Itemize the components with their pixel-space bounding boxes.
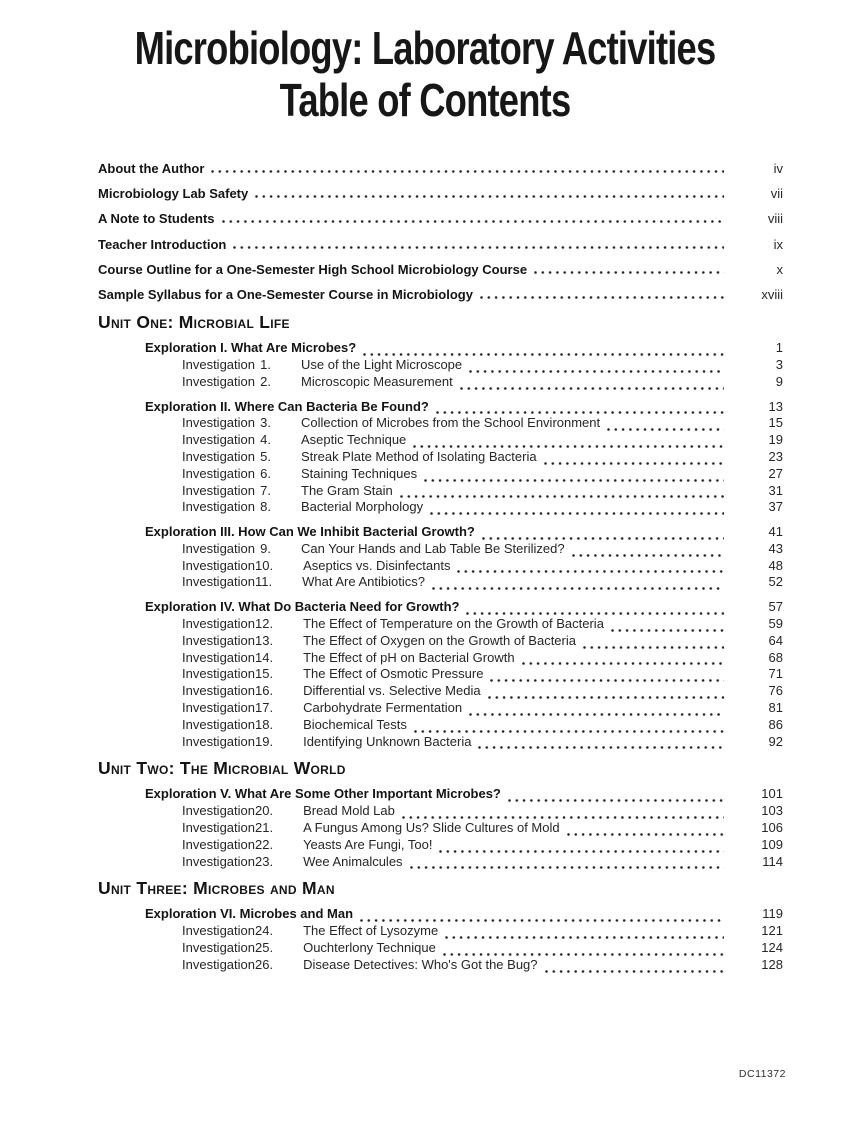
dot-leader [402,816,724,819]
dot-leader [424,479,724,482]
page-number: ix [773,236,783,252]
page-number: 109 [761,836,783,852]
dot-leader [443,953,724,956]
investigation-number: 24. [255,923,274,939]
investigation-word: Investigation [182,940,255,956]
title-line-1: Microbiology: Laboratory Activities [134,22,716,74]
dot-leader [460,387,724,390]
investigation-title: The Effect of Temperature on the Growth of Bacteria [303,616,604,632]
investigation-number: 8. [260,499,271,515]
investigation-number: 7. [260,482,271,498]
investigation-title: Aseptics vs. Disinfectants [303,557,451,573]
investigation-word: Investigation [182,956,255,972]
investigation-title: What Are Antibiotics? [302,574,425,590]
investigation-word: Investigation [182,733,255,749]
page-number: 48 [768,557,783,573]
front-matter-entry [98,187,783,200]
investigation-entry [98,701,783,718]
dot-leader [611,629,724,632]
investigation-title: Disease Detectives: Who's Got the Bug? [303,956,538,972]
dot-leader [233,246,724,249]
dot-leader [414,730,724,733]
investigation-number: 17. [255,700,274,716]
investigation-word: Investigation [182,557,255,573]
investigation-entry [98,416,783,433]
investigation-title: Use of the Light Microscope [301,356,463,372]
front-matter-entry [98,162,783,175]
investigation-word: Investigation [182,923,255,939]
page-number: 76 [768,683,783,699]
page-number: viii [767,211,783,227]
investigation-title: Can Your Hands and Lab Table Be Sterilized? [301,540,565,556]
page-number: 43 [768,540,783,556]
page-number: 1 [775,340,783,356]
investigation-entry [98,684,783,701]
investigation-word: Investigation [182,540,255,556]
investigation-number: 12. [255,616,274,632]
investigation-word: Investigation [182,803,255,819]
investigation-number: 5. [260,448,271,464]
investigation-title: Wee Animalcules [303,853,403,869]
investigation-number: 11. [255,574,273,590]
investigation-number: 25. [255,940,274,956]
exploration-entry [98,525,783,542]
page-number: 92 [768,733,783,749]
unit-heading: Unit One: Microbial Life [98,312,290,333]
dot-leader [360,919,724,922]
investigation-word: Investigation [182,373,255,389]
page-number: 3 [775,356,783,372]
investigation-word: Investigation [182,683,255,699]
investigation-number: 13. [255,632,274,648]
page-number: iv [773,161,783,176]
dot-leader [413,445,724,448]
dot-leader [222,220,724,223]
investigation-title: Carbohydrate Fermentation [303,700,463,716]
investigation-word: Investigation [182,415,255,431]
page-number: 31 [768,482,783,498]
investigation-word: Investigation [182,356,255,372]
page-number: 128 [761,956,783,972]
investigation-number: 15. [255,666,274,682]
dot-leader [567,833,724,836]
front-matter-entry [98,288,783,301]
exploration-entry [98,907,783,924]
investigation-title: Collection of Microbes from the School Environment [301,415,601,431]
investigation-word: Investigation [182,465,255,481]
page-number: 86 [768,716,783,732]
investigation-entry [98,821,783,838]
unit-section [98,759,783,871]
entry-label: Microbiology Lab Safety [98,186,249,202]
dot-leader [544,462,724,465]
unit-heading: Unit Three: Microbes and Man [98,878,335,899]
dot-leader [469,713,724,716]
investigation-number: 18. [255,716,274,732]
exploration-block [98,400,783,518]
investigation-number: 16. [255,683,274,699]
entry-label: Teacher Introduction [98,236,227,252]
front-matter-list [98,162,783,301]
investigation-entry [98,575,783,592]
investigation-title: The Effect of Oxygen on the Growth of Bacteria [303,632,576,648]
investigation-number: 1. [260,356,271,372]
investigation-title: Bread Mold Lab [303,803,395,819]
investigation-number: 6. [260,465,271,481]
investigation-number: 23. [255,853,274,869]
dot-leader [534,271,724,274]
investigation-number: 4. [260,432,271,448]
investigation-number: 2. [260,373,271,389]
page-number: 57 [768,599,783,615]
investigation-title: Ouchterlony Technique [303,940,436,956]
investigation-entry [98,804,783,821]
entry-label: Sample Syllabus for a One-Semester Course in Microbiology [98,286,473,302]
investigation-number: 20. [255,803,274,819]
page-number: 103 [761,803,783,819]
page-number: 59 [768,616,783,632]
dot-leader [400,495,724,498]
front-matter-entry [98,263,783,276]
dot-leader [583,646,724,649]
page-number: xviii [761,286,783,302]
exploration-entry [98,600,783,617]
dot-leader [466,612,724,615]
dot-leader [545,970,724,973]
investigation-title: A Fungus Among Us? Slide Cultures of Mold [303,820,560,836]
investigation-title: Yeasts Are Fungi, Too! [303,836,433,852]
exploration-title: Exploration III. How Can We Inhibit Bacterial Growth? [145,524,475,540]
investigation-title: The Effect of Lysozyme [303,923,439,939]
front-matter-entry [98,212,783,225]
investigation-entry [98,667,783,684]
investigation-entry [98,838,783,855]
investigation-number: 21. [255,820,274,836]
investigation-entry [98,924,783,941]
entry-label: A Note to Students [98,211,215,227]
dot-leader [432,587,724,590]
investigation-entry [98,941,783,958]
investigation-entry [98,433,783,450]
toc-page [0,22,850,1122]
investigation-number: 10. [255,557,274,573]
investigation-entry [98,484,783,501]
dot-leader [572,554,724,557]
toc-content [98,162,783,975]
page-number: 23 [768,448,783,464]
investigation-title: Microscopic Measurement [301,373,453,389]
investigation-entry [98,718,783,735]
investigation-number: 26. [255,956,274,972]
investigation-number: 22. [255,836,274,852]
investigation-entry [98,958,783,975]
investigation-word: Investigation [182,836,255,852]
page-number: 124 [761,940,783,956]
investigation-title: Streak Plate Method of Isolating Bacteria [301,448,537,464]
investigation-title: The Gram Stain [301,482,393,498]
page-number: 71 [768,666,783,682]
investigation-title: Staining Techniques [301,465,418,481]
page-number: 9 [775,373,783,389]
investigation-title: The Effect of pH on Bacterial Growth [303,649,515,665]
investigation-entry [98,467,783,484]
investigation-word: Investigation [182,432,255,448]
exploration-entry [98,787,783,804]
title-line-2: Table of Contents [279,74,571,126]
page-number: 101 [761,786,783,802]
exploration-title: Exploration II. Where Can Bacteria Be Found? [145,398,429,414]
exploration-entry [98,341,783,358]
investigation-title: Identifying Unknown Bacteria [303,733,472,749]
investigation-entry [98,559,783,576]
dot-leader [445,936,724,939]
exploration-block [98,600,783,751]
investigation-word: Investigation [182,632,255,648]
investigation-title: Differential vs. Selective Media [303,683,481,699]
dot-leader [482,537,724,540]
investigation-entry [98,651,783,668]
investigation-word: Investigation [182,700,255,716]
unit-section [98,879,783,974]
investigation-entry [98,450,783,467]
investigation-entry [98,855,783,872]
page-number: 64 [768,632,783,648]
investigation-title: The Effect of Osmotic Pressure [303,666,484,682]
investigation-entry [98,375,783,392]
exploration-block [98,787,783,871]
page-title [89,22,761,126]
dot-leader [480,296,724,299]
footer-code: DC11372 [738,1068,786,1080]
front-matter-entry [98,238,783,251]
exploration-title: Exploration V. What Are Some Other Important Microbes? [145,786,501,802]
dot-leader [490,679,724,682]
page-number: 37 [768,499,783,515]
page-number: x [776,261,783,277]
investigation-title: Aseptic Technique [301,432,407,448]
exploration-entry [98,400,783,417]
investigation-word: Investigation [182,716,255,732]
dot-leader [430,512,724,515]
exploration-block [98,341,783,391]
exploration-title: Exploration IV. What Do Bacteria Need for Growth? [145,599,460,615]
dot-leader [439,850,724,853]
page-number: 52 [768,574,783,590]
investigation-word: Investigation [182,482,255,498]
page-number: 106 [761,820,783,836]
exploration-block [98,525,783,592]
dot-leader [478,746,724,749]
page-number: vii [770,186,783,202]
exploration-block [98,907,783,974]
investigation-word: Investigation [182,574,255,590]
page-number: 121 [761,923,783,939]
unit-section [98,313,783,751]
investigation-word: Investigation [182,666,255,682]
dot-leader [469,370,724,373]
investigation-word: Investigation [182,649,255,665]
exploration-title: Exploration VI. Microbes and Man [145,906,354,922]
entry-label: About the Author [98,161,205,176]
exploration-title: Exploration I. What Are Microbes? [145,340,357,356]
page-number: 27 [768,465,783,481]
investigation-word: Investigation [182,616,255,632]
page-number: 13 [768,398,783,414]
dot-leader [508,799,724,802]
investigation-number: 19. [255,733,274,749]
unit-list [98,313,783,975]
entry-label: Course Outline for a One-Semester High School Microbiology Course [98,261,528,277]
dot-leader [436,411,724,414]
dot-leader [488,696,724,699]
dot-leader [255,195,724,198]
investigation-title: Bacterial Morphology [301,499,424,515]
investigation-number: 14. [255,649,274,665]
investigation-entry [98,500,783,517]
page-number: 19 [768,432,783,448]
page-number: 119 [762,906,783,922]
investigation-word: Investigation [182,499,255,515]
investigation-word: Investigation [182,820,255,836]
investigation-title: Biochemical Tests [303,716,407,732]
dot-leader [607,428,724,431]
investigation-number: 3. [260,415,271,431]
dot-leader [457,570,724,573]
dot-leader [211,170,724,173]
dot-leader [522,662,724,665]
page-number: 15 [768,415,783,431]
investigation-entry [98,358,783,375]
investigation-entry [98,617,783,634]
page-number: 68 [768,649,783,665]
page-number: 41 [768,524,783,540]
page-number: 114 [762,853,783,869]
investigation-entry [98,542,783,559]
investigation-word: Investigation [182,448,255,464]
investigation-word: Investigation [182,853,255,869]
unit-heading: Unit Two: The Microbial World [98,758,346,779]
investigation-entry [98,735,783,752]
page-number: 81 [768,700,783,716]
investigation-number: 9. [260,540,271,556]
dot-leader [410,866,724,869]
dot-leader [363,353,724,356]
investigation-entry [98,634,783,651]
